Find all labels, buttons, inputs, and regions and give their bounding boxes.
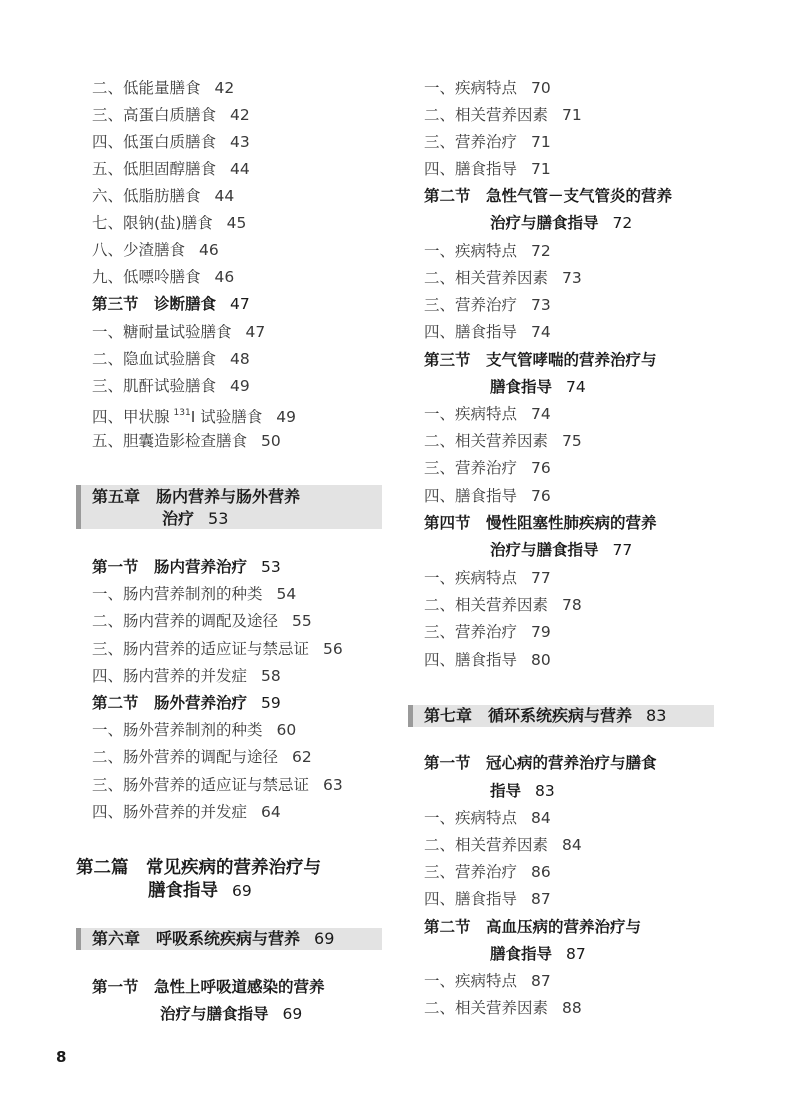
- toc-section-heading[interactable]: 第二节 急性气管－支气管炎的营养: [424, 187, 673, 205]
- toc-section-heading[interactable]: 第一节 冠心病的营养治疗与膳食: [424, 754, 657, 772]
- toc-section-heading-continued[interactable]: 治疗与膳食指导 77: [490, 541, 633, 559]
- toc-section-heading-continued[interactable]: 治疗与膳食指导 69: [160, 1005, 303, 1023]
- toc-entry[interactable]: 一、疾病特点 84: [424, 809, 551, 827]
- chapter-heading[interactable]: 第六章 呼吸系统疾病与营养 69: [92, 929, 335, 948]
- chapter-heading[interactable]: 第五章 肠内营养与肠外营养: [92, 487, 301, 506]
- toc-entry[interactable]: 四、肠内营养的并发症 58: [92, 667, 281, 685]
- toc-entry[interactable]: 二、肠外营养的调配与途径 62: [92, 748, 312, 766]
- toc-entry[interactable]: 一、疾病特点 72: [424, 242, 551, 260]
- toc-entry[interactable]: 二、低能量膳食 42: [92, 79, 235, 97]
- toc-section-heading[interactable]: 第三节 诊断膳食 47: [92, 295, 250, 313]
- toc-entry[interactable]: 二、相关营养因素 88: [424, 999, 582, 1017]
- part-heading[interactable]: 第二篇 常见疾病的营养治疗与: [76, 858, 321, 878]
- toc-entry[interactable]: 四、膳食指导 80: [424, 651, 551, 669]
- toc-entry[interactable]: 六、低脂肪膳食 44: [92, 187, 235, 205]
- toc-entry[interactable]: 一、疾病特点 87: [424, 972, 551, 990]
- toc-entry[interactable]: 四、膳食指导 71: [424, 160, 551, 178]
- toc-entry[interactable]: 三、营养治疗 76: [424, 459, 551, 477]
- toc-entry[interactable]: 一、疾病特点 77: [424, 569, 551, 587]
- toc-entry[interactable]: 二、相关营养因素 73: [424, 269, 582, 287]
- toc-section-heading-continued[interactable]: 膳食指导 74: [490, 378, 586, 396]
- toc-entry[interactable]: 一、肠内营养制剂的种类 54: [92, 585, 297, 603]
- toc-entry[interactable]: 四、肠外营养的并发症 64: [92, 803, 281, 821]
- toc-entry[interactable]: 三、肠内营养的适应证与禁忌证 56: [92, 640, 343, 658]
- toc-entry[interactable]: 五、低胆固醇膳食 44: [92, 160, 250, 178]
- toc-entry[interactable]: 九、低嘌呤膳食 46: [92, 268, 235, 286]
- chapter-heading[interactable]: 第七章 循环系统疾病与营养 83: [424, 706, 667, 725]
- toc-section-heading[interactable]: 第二节 肠外营养治疗 59: [92, 694, 281, 712]
- toc-entry[interactable]: 一、肠外营养制剂的种类 60: [92, 721, 297, 739]
- toc-entry[interactable]: 一、糖耐量试验膳食 47: [92, 323, 266, 341]
- toc-entry[interactable]: 二、相关营养因素 75: [424, 432, 582, 450]
- toc-entry[interactable]: 三、营养治疗 86: [424, 863, 551, 881]
- toc-entry[interactable]: 二、相关营养因素 78: [424, 596, 582, 614]
- toc-entry[interactable]: 五、胆囊造影检查膳食 50: [92, 432, 281, 450]
- toc-entry[interactable]: 一、疾病特点 70: [424, 79, 551, 97]
- toc-section-heading-continued[interactable]: 治疗与膳食指导 72: [490, 214, 633, 232]
- toc-section-heading[interactable]: 第三节 支气管哮喘的营养治疗与: [424, 351, 657, 369]
- toc-section-heading[interactable]: 第一节 肠内营养治疗 53: [92, 558, 281, 576]
- toc-entry[interactable]: 二、肠内营养的调配及途径 55: [92, 612, 312, 630]
- toc-entry[interactable]: 四、低蛋白质膳食 43: [92, 133, 250, 151]
- toc-entry[interactable]: 三、高蛋白质膳食 42: [92, 106, 250, 124]
- toc-entry[interactable]: 八、少渣膳食 46: [92, 241, 219, 259]
- page-number: 8: [56, 1048, 67, 1066]
- toc-entry[interactable]: 二、相关营养因素 71: [424, 106, 582, 124]
- toc-entry[interactable]: 二、相关营养因素 84: [424, 836, 582, 854]
- toc-entry[interactable]: 三、营养治疗 73: [424, 296, 551, 314]
- toc-section-heading[interactable]: 第四节 慢性阻塞性肺疾病的营养: [424, 514, 657, 532]
- toc-entry[interactable]: 三、营养治疗 79: [424, 623, 551, 641]
- toc-entry[interactable]: 一、疾病特点 74: [424, 405, 551, 423]
- toc-entry[interactable]: 四、膳食指导 76: [424, 487, 551, 505]
- toc-entry[interactable]: 三、肠外营养的适应证与禁忌证 63: [92, 776, 343, 794]
- toc-entry[interactable]: 四、膳食指导 74: [424, 323, 551, 341]
- part-heading-continued[interactable]: 膳食指导 69: [148, 881, 252, 901]
- toc-section-heading[interactable]: 第二节 高血压病的营养治疗与: [424, 918, 642, 936]
- toc-entry[interactable]: 三、肌酐试验膳食 49: [92, 377, 250, 395]
- toc-entry[interactable]: 四、膳食指导 87: [424, 890, 551, 908]
- toc-entry[interactable]: 四、甲状腺 $^{131}$I 试验膳食 49: [92, 408, 296, 426]
- toc-entry[interactable]: 三、营养治疗 71: [424, 133, 551, 151]
- toc-section-heading-continued[interactable]: 指导 83: [490, 782, 555, 800]
- chapter-heading-continued[interactable]: 治疗 53: [162, 509, 229, 528]
- toc-entry[interactable]: 七、限钠(盐)膳食 45: [92, 214, 247, 232]
- toc-section-heading[interactable]: 第一节 急性上呼吸道感染的营养: [92, 978, 325, 996]
- toc-section-heading-continued[interactable]: 膳食指导 87: [490, 945, 586, 963]
- toc-entry[interactable]: 二、隐血试验膳食 48: [92, 350, 250, 368]
